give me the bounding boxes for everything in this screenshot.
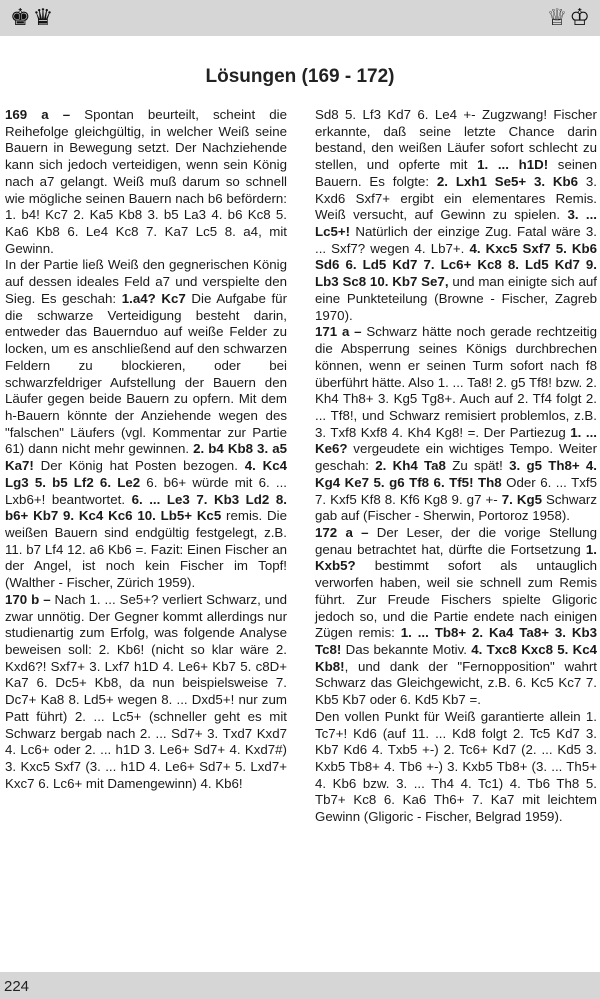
move-notation: 1.a4? Kc7	[121, 290, 186, 306]
text-run: Oder 6. ... Txf5 7. Kxf5 Kf8 8. Kf6 Kg8 9. g7 +-	[315, 474, 597, 507]
solution-paragraph	[5, 592, 287, 793]
header-icons-right	[547, 4, 590, 32]
text-run: In der Partie ließ Weiß den gegnerischen König auf dessen ideales Feld a7 und verspielte den Sieg. Es geschah:	[5, 257, 287, 306]
move-notation: 3. g5 Th8+ 4. Kg4 Ke7 5. g6 Tf8 6. Tf5! Th8	[315, 458, 598, 490]
move-notation: 2. b4 Kb8 3. a5 Ka7!	[5, 441, 287, 474]
header-bar	[0, 0, 600, 36]
move-notation: 4. Txc8 Kxc8 5. Kc4 Kb8!	[315, 642, 597, 674]
move-notation: 1. ... Tb8+ 2. Ka4 Ta8+ 3. Kb3 Tc8!	[315, 625, 597, 657]
move-notation: 172 a –	[315, 524, 369, 540]
solution-paragraph	[315, 709, 597, 826]
move-notation: 2. Kh4 Ta8	[375, 458, 446, 474]
text-run: und man einigte sich auf eine Punkteteilung (Browne - Fischer, Zagreb 1970).	[315, 274, 597, 323]
page-number: 224	[4, 978, 30, 995]
text-run: Spontan beurteilt, scheint die Reihefolge gleichgültig, in welcher Weiß seine Bauern in Bewegung setzt. Der Nachziehende kann sich jedoch verteidigen, wenn sein König nach a7 gelangt. Weiß muß darum so schnell wie mögliche seinen Bauern nach b6 befördern: 1. b4! Kc7 2. Ka5 Kb8 3. b5 La3 4. b6 Kc8 5. Ka6 Kb8 6. Le4 Kc8 7. Ka7 Lc5 8. a4, mit Gewinn.	[5, 107, 287, 256]
solution-paragraph	[315, 107, 597, 324]
text-run: , und dank der "Fernopposition" wahrt Schwarz das Gleichgewicht, z.B. 6. Kc5 Kc7 7. Kb5 Kb7 oder 6. Kd5 Kb7 =.	[315, 658, 597, 708]
text-run: 6. b6+ würde mit 6. ... Lxb6+! beantwortet.	[5, 474, 287, 507]
text-run: bestimmt sofort als untauglich verworfen haben, weil sie schnell zum Remis führt. Zur Freude Fischers spielte Gligoric jedoch so, und die Partie endete nach einigen Zügen remis:	[315, 558, 597, 641]
solution-paragraph	[5, 257, 287, 591]
text-run: Der König hat Posten bezogen.	[33, 458, 245, 474]
right-column	[315, 107, 597, 826]
move-notation: 169 a –	[5, 107, 71, 122]
move-notation: 7. Kg5	[501, 491, 542, 507]
text-run: remis. Die weißen Bauern sind endgültig festgelegt, z.B. 11. b7 Lf4 12. a6 Kb6 =. Fazit: Einen Fischer an der Angel, ist noch kein Fischer im Topf! (Walther - Fischer, Zürich 1959).	[5, 508, 288, 591]
solution-paragraph	[315, 525, 597, 709]
footer-bar	[0, 972, 600, 999]
move-notation: 4. Kc4 Lg3 5. b5 Lf2 6. Le2	[5, 458, 287, 490]
move-notation: 170 b –	[5, 591, 51, 607]
move-notation: 1. ... h1D!	[477, 157, 549, 173]
move-notation: 1. ... Ke6?	[315, 424, 597, 457]
text-run: Schwarz gab auf (Fischer - Sherwin, Portoroz 1958).	[315, 491, 598, 524]
text-run: Der Leser, der die vorige Stellung genau betrachtet hat, dürfte die Fortsetzung	[315, 524, 597, 557]
left-column	[5, 107, 287, 792]
move-notation: 1. Kxb5?	[315, 541, 597, 574]
move-notation: 171 a –	[315, 324, 362, 340]
text-run: vergeudete ein wichtiges Tempo. Weiter geschah:	[315, 441, 597, 474]
black-king-icon: ♚	[10, 5, 31, 31]
move-notation: 4. Kxc5 Sxf7 5. Kb6 Sd6 6. Ld5 Kd7 7. Lc6+ Kc8 8. Ld5 Kd7 9. Lb3 Sc8 10. Kb7 Se7,	[315, 240, 597, 290]
black-queen-icon: ♛	[32, 5, 54, 31]
white-king-icon: ♔	[569, 5, 590, 31]
solution-paragraph	[315, 324, 597, 525]
text-run: Schwarz hätte noch gerade rechtzeitig die Absperrung seines Königs durchbrechen können, wenn er seinen Turm sofort nach f8 überführt hätte. Also 1. ... Ta8! 2. g5 Tf8! bzw. 2. Kh4 Th8+ 3. Kg5 Tg8+. Auch auf 2. Tf4 folgt 2. ... Tf8!, und Schwarz remisiert problemlos, z.B. 3. Txf8 Kxf8 4. Kh4 Kg8! =. Der Partiezug	[315, 324, 598, 440]
text-run: Das bekannte Motiv.	[341, 642, 472, 657]
move-notation: 3. ... Lc5+!	[315, 207, 597, 240]
header-icons-left	[10, 4, 53, 32]
text-run: Den vollen Punkt für Weiß garantierte allein 1. Tc7+! Kd6 (auf 11. ... Kd8 folgt 2. Tc5 Kd7 3. Kb7 Kd6 4. Txb5 +-) 2. Tc6+ Kd7 (2. ... Kd5 3. Kxb5 Tb8+ 4. Tb6 +-) 3. Kxb5 Tb8+ (3. ... Th5+ 4. Kb6 bzw. 3. ... Th4 4. Tc1) 4. Tb6 Th8 5. Tb7+ Kc8 6. Ka6 Th6+ 7. Ka7 mit leichtem Gewinn (Gligoric - Fischer, Belgrad 1959).	[315, 708, 597, 825]
solution-paragraph	[5, 107, 287, 257]
text-run: seinen Bauern. Es folgte:	[315, 157, 597, 189]
move-notation: 2. Lxh1 Se5+ 3. Kb6	[436, 173, 579, 189]
text-run: Natürlich der einzige Zug. Fatal wäre 3. ... Sxf7? wegen 4. Lb7+.	[315, 224, 597, 256]
text-run: 3. Kxd6 Sxf7+ ergibt ein elementares Remis. Weiß versucht, auf Gewinn zu spielen.	[315, 173, 597, 223]
text-run: Nach 1. ... Se5+? verliert Schwarz, und zwar unnötig. Der Gegner kommt allerdings nur studienartig zum Erfolg, was folgende Analyse beweisen soll: 2. Kb6! (nicht so klar wäre 2. Kxd6?! Sxf7+ 3. Lxf7 h1D 4. Le6+ Kb7 5. c8D+ Ka7 6. Dc5+ Kb8, da nun beispielsweise 7. Dc7+ Ka8 8. Ld5+ wegen 8. ... Dxd5+! nur zum Patt führt) 2. ... Lc5+ (schneller geht es mit Schwarz bergab nach 2. ... Sd7+ 3. Txd7 Kxd7 4. Lc6+ oder 2. ... h1D 3. Le6+ Sd7+ 4. Kxd7#) 3. Kxc5 Sxf7 (3. ... h1D 4. Le6+ Sd7+ 5. Lxd7+ Kxc7 6. Lc6+ mit Damengewinn) 4. Kb6!	[5, 591, 287, 791]
text-run: Die Aufgabe für die schwarze Verteidigung besteht darin, entweder das Bauernduo auf weiße Felder zu locken, um es anschließend auf den schwarzen Feldern zu blockieren, oder bei schwarzfeldriger Aufstellung der Bauern den Läufer gegen beide Bauern zu opfern. Mit dem h-Bauern könnte der Anziehende wegen des "falschen" Läufers (vgl. Kommentar zur Partie 61) dann nicht mehr gewinnen.	[5, 290, 287, 457]
text-run: Sd8 5. Lf3 Kd7 6. Le4 +- Zugzwang! Fischer erkannte, daß seine letzte Chance darin bestand, den weißen Läufer sofort schlecht zu stellen, und opferte mit	[315, 107, 597, 173]
page-title: Lösungen (169 - 172)	[205, 66, 395, 87]
move-notation: 6. ... Le3 7. Kb3 Ld2 8. b6+ Kb7 9. Kc4 Kc6 10. Lb5+ Kc5	[5, 491, 287, 524]
text-run: Zu spät!	[445, 458, 510, 474]
white-queen-icon: ♕	[546, 5, 568, 31]
